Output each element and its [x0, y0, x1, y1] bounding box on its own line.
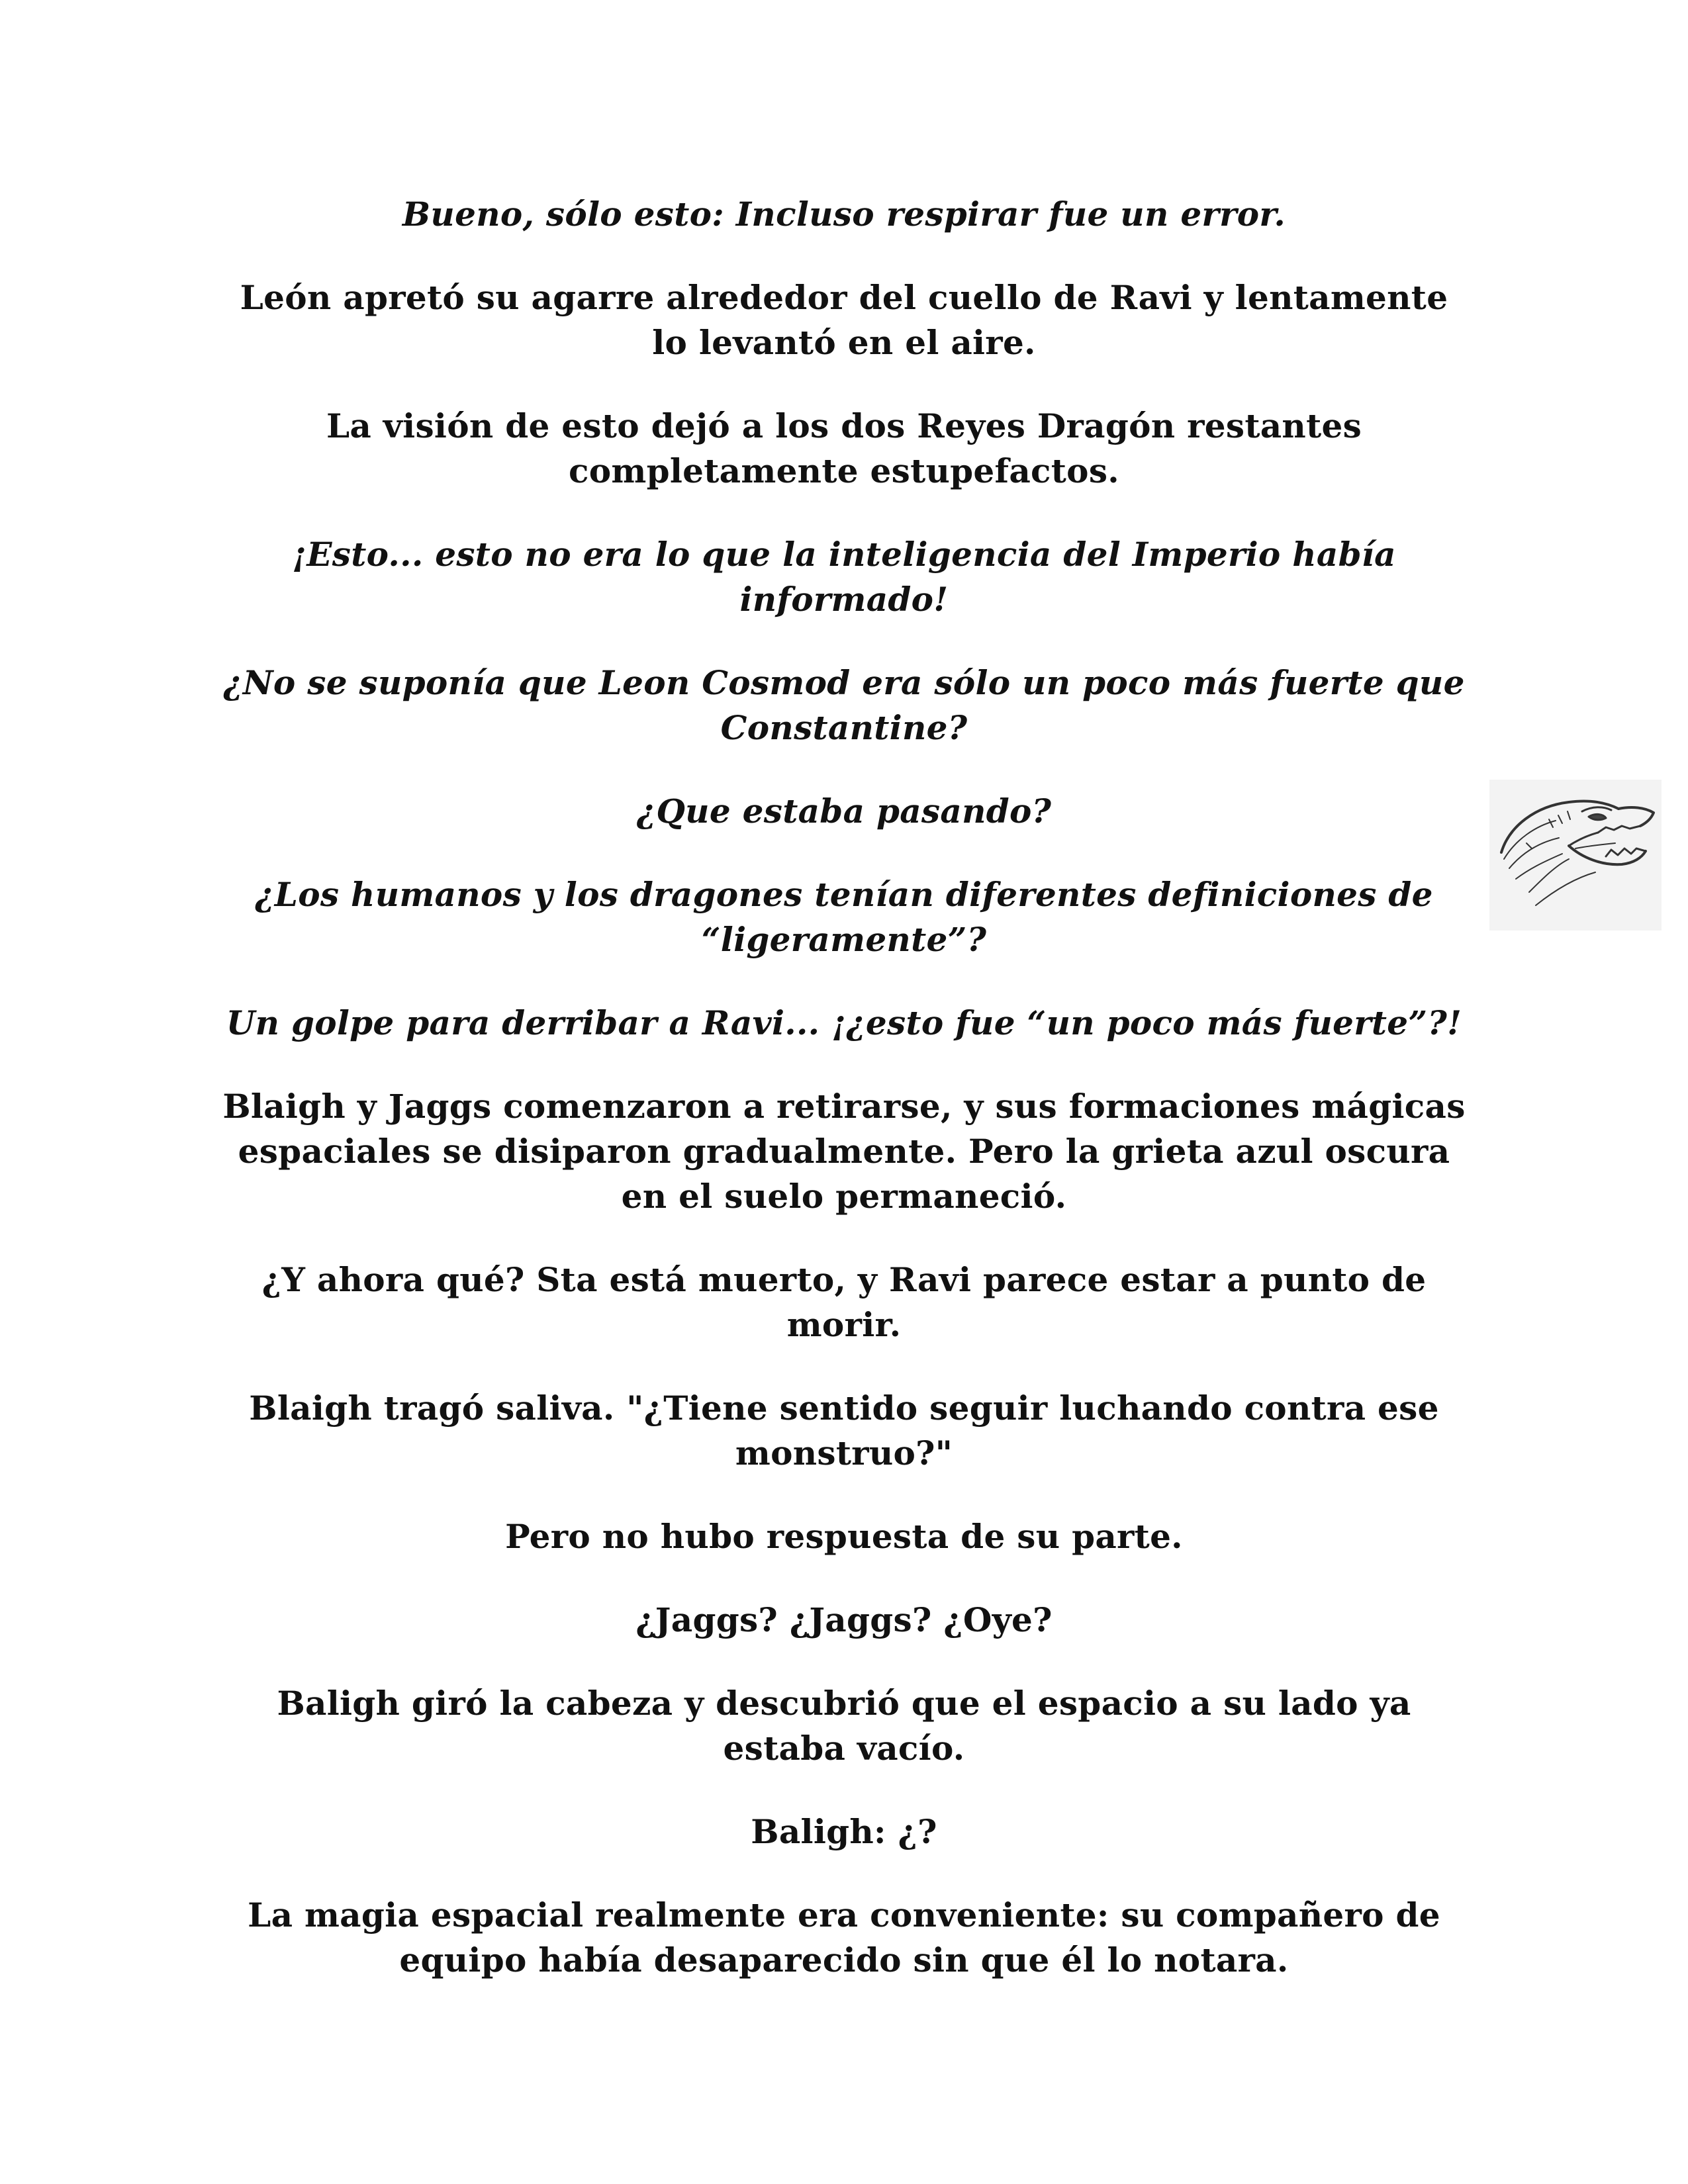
paragraph: ¿Y ahora qué? Sta está muerto, y Ravi parece estar a punto de morir.	[261, 1260, 1427, 1344]
paragraph: ¿Los humanos y los dragones tenían diferentes definiciones de “ligeramente”?	[255, 875, 1433, 959]
paragraph: La magia espacial realmente era conveniente: su compañero de equipo había desaparecido sin que él lo notara.	[248, 1895, 1440, 1979]
paragraph: La visión de esto dejó a los dos Reyes Dragón restantes completamente estupefactos.	[326, 406, 1362, 490]
paragraph: ¿Jaggs? ¿Jaggs? ¿Oye?	[635, 1600, 1053, 1639]
paragraph: Pero no hubo respuesta de su parte.	[505, 1517, 1183, 1556]
paragraph: Bueno, sólo esto: Incluso respirar fue un error.	[402, 195, 1286, 234]
paragraph: ¿Que estaba pasando?	[636, 792, 1052, 831]
paragraph: ¿No se suponía que Leon Cosmod era sólo un poco más fuerte que Constantine?	[223, 663, 1465, 747]
paragraph: Blaigh y Jaggs comenzaron a retirarse, y sus formaciones mágicas espaciales se disiparon gradualmente. Pero la grieta azul oscura en el suelo permaneció.	[222, 1087, 1466, 1216]
story-text	[218, 192, 1470, 2021]
paragraph: Blaigh tragó saliva. "¿Tiene sentido seguir luchando contra ese monstruo?"	[249, 1388, 1439, 1473]
dinosaur-head-icon	[1489, 780, 1662, 931]
paragraph: León apretó su agarre alrededor del cuello de Ravi y lentamente lo levantó en el aire.	[240, 278, 1448, 362]
paragraph: Baligh: ¿?	[751, 1812, 937, 1851]
paragraph: Un golpe para derribar a Ravi... ¡¿esto fue “un poco más fuerte”?!	[226, 1003, 1462, 1042]
paragraph: Baligh giró la cabeza y descubrió que el espacio a su lado ya estaba vacío.	[277, 1684, 1411, 1768]
paragraph: ¡Esto... esto no era lo que la inteligencia del Imperio había informado!	[292, 535, 1396, 619]
